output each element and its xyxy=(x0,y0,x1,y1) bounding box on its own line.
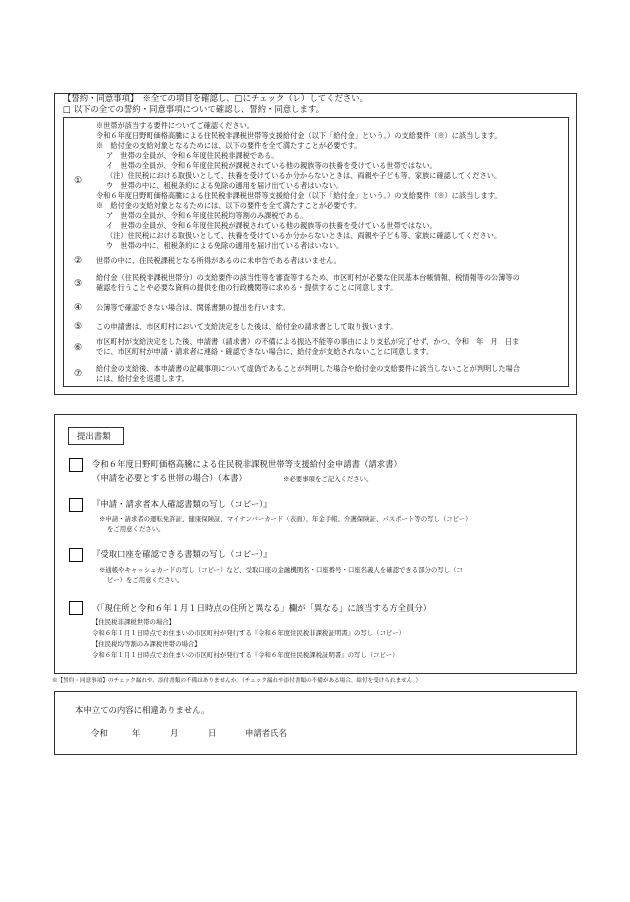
item-7-line: 給付金の支給後、本申請書の記載事項について虚偽であることが判明した場合や給付金の支給要件に該当しないことが判明した場合 xyxy=(96,364,520,373)
doc-2-note: をご用意ください。 xyxy=(107,525,165,533)
item-2-text: 世帯の中に、住民税課税となる所得があるのに未申告である者はいません。 xyxy=(96,256,341,265)
item-7-number: ⑦ xyxy=(74,369,83,379)
doc-2-note: ※申請・請求者の運転免許証、健康保険証、マイナンバーカード（表面）、年金手帳、介護保険証、パスポート等の写し（コピー） xyxy=(99,515,472,523)
doc-1-line1: 令和６年度日野町価格高騰による住民税非課税世帯等支援給付金申請書（請求書） xyxy=(92,459,402,469)
doc-4-sub1: 【住民税非課税世帯の場合】 xyxy=(92,618,176,626)
documents-title-box xyxy=(68,427,124,445)
doc-3-checkbox[interactable] xyxy=(69,548,83,562)
item-4-text: 公簿等で確認できない場合は、関係書類の提出を行います。 xyxy=(96,303,290,312)
item-3-number: ③ xyxy=(74,279,83,289)
doc-4-checkbox[interactable] xyxy=(69,601,83,615)
item-1-line: ウ 世帯の中に、租税条約による免除の適用を届け出ている者はいない。 xyxy=(106,181,344,190)
item-1-line: ア 世帯の全員が、令和６年度住民税非課税である。 xyxy=(106,151,279,160)
declaration-era: 令和 xyxy=(91,728,108,738)
item-6-line: でに、市区町村が申請・請求者に連絡・確認できない場合に、給付金が支給されないことに同意します。 xyxy=(96,347,434,356)
item-1-line: 令和６年度日野町価格高騰による住民税非課税世帯等支援給付金（以下「給付金」という。）の支給要件（※）に該当します。 xyxy=(96,191,502,200)
doc-1-checkbox[interactable] xyxy=(69,458,83,472)
item-7-line: には、給付金を返還します。 xyxy=(96,374,189,383)
doc-3-title: 『受取口座を確認できる書類の写し（コピー）』 xyxy=(92,549,272,559)
item-1-line: ※世帯が該当する要件についてご確認ください。 xyxy=(96,121,254,130)
item-1-line: （注）住民税における取扱いとして、扶養を受けているか分からないときは、両親や子ども等、家族に確認してください。 xyxy=(106,231,502,240)
item-1-line: ウ 世帯の中に、租税条約による免除の適用を届け出ている者はいない。 xyxy=(106,241,344,250)
doc-2-title: 『申請・請求者本人確認書類の写し（コピー）』 xyxy=(92,499,272,509)
footnote: ※【誓約・同意事項】のチェック漏れや、添付書類の不備はありませんか。（チェック漏れや添付書類の不備がある場合、給付を受けられません。） xyxy=(52,678,422,684)
item-3-line: 確認を行うことや必要な資料の提供を他の行政機関等に求める・提供することに同意します。 xyxy=(96,283,398,292)
documents-section xyxy=(54,414,577,674)
item-1-line: イ 世帯の全員が、令和６年度住民税が課税されている他の親族等の扶養を受けている世帯ではない。 xyxy=(106,221,437,230)
item-1-line: ア 世帯の全員が、令和６年度住民税均等割のみ課税である。 xyxy=(106,211,308,220)
item-2-number: ② xyxy=(74,256,83,266)
consent-section xyxy=(54,93,577,395)
item-5-number: ⑤ xyxy=(74,322,83,332)
applicant-name-label: 申請者氏名 xyxy=(245,728,287,738)
item-1-line: ※ 給付金の支給対象となるためには、以下の要件を全て満たすことが必要です。 xyxy=(96,141,362,150)
doc-4-sub2: 【住民税均等割のみ課税世帯の場合】 xyxy=(92,640,201,648)
documents-title: 提出書類 xyxy=(77,431,111,441)
consent-agree-checkbox-label[interactable]: □ 以下の全ての誓約・同意事項について確認し、誓約・同意します。 xyxy=(63,104,324,114)
item-1-line: （注）住民税における取扱いとして、扶養を受けているか分からないときは、両親や子ども等、家族に確認してください。 xyxy=(106,171,502,180)
item-1-line: 令和６年度日野町価格高騰による住民税非課税世帯等支援給付金（以下「給付金」という。）の支給要件（※）に該当します。 xyxy=(96,131,502,140)
doc-1-line2: （申請を必要とする世帯の場合）（本書） xyxy=(92,473,247,483)
declaration-text: 本申立ての内容に相違ありません。 xyxy=(75,705,210,715)
item-6-number: ⑥ xyxy=(74,343,83,353)
doc-4-title: （「現住所と令和６年１月１日時点の住所と異なる」欄が「異なる」に該当する方全員分） xyxy=(92,603,432,613)
declaration-month[interactable]: 月 xyxy=(170,728,179,738)
consent-items-box xyxy=(63,117,569,387)
declaration-day[interactable]: 日 xyxy=(208,728,217,738)
doc-1-note: ※必要事項をご記入ください。 xyxy=(283,475,373,483)
declaration-year[interactable]: 年 xyxy=(132,728,141,738)
item-6-line: 市区町村が支給決定をした後、申請書（請求書）の不備による振込不能等の事由により支払が完了せず、かつ、令和 年 月 日ま xyxy=(96,337,520,346)
doc-3-note: ※通帳やキャッシュカードの写し（コピー）など、受取口座の金融機関名・口座番号・口座名義人を確認できる部分の写し（コ xyxy=(99,566,463,574)
item-5-text: この申請書は、市区町村において支給決定をした後は、給付金の請求書として取り扱います。 xyxy=(96,322,398,331)
doc-4-sub1-text: 令和６年１月１日時点でお住まいの市区町村が発行する『令和６年度住民税非課税証明書』の写し（コピー） xyxy=(92,629,405,637)
item-1-line: イ 世帯の全員が、令和６年度住民税が課税されている他の親族等の扶養を受けている世帯ではない。 xyxy=(106,161,437,170)
item-1-number: ① xyxy=(74,176,83,186)
doc-4-sub2-text: 令和６年１月１日時点でお住まいの市区町村が発行する『令和６年度住民税課税証明書』の写し（コピー） xyxy=(92,651,399,659)
consent-header: 【誓約・同意事項】 ※全ての項目を確認し、□にチェック（レ）してください。 xyxy=(63,93,368,103)
doc-3-note: ピー）をご用意ください。 xyxy=(107,576,184,584)
item-3-line: 給付金（住民税非課税世帯分）の支給要件の該当性等を審査等するため、市区町村が必要な住民基本台帳情報、税情報等の公簿等の xyxy=(96,273,520,282)
item-1-line: ※ 給付金の支給対象となるためには、以下の要件を全て満たすことが必要です。 xyxy=(96,201,362,210)
item-4-number: ④ xyxy=(74,303,83,313)
doc-2-checkbox[interactable] xyxy=(69,498,83,512)
declaration-section xyxy=(54,691,577,755)
